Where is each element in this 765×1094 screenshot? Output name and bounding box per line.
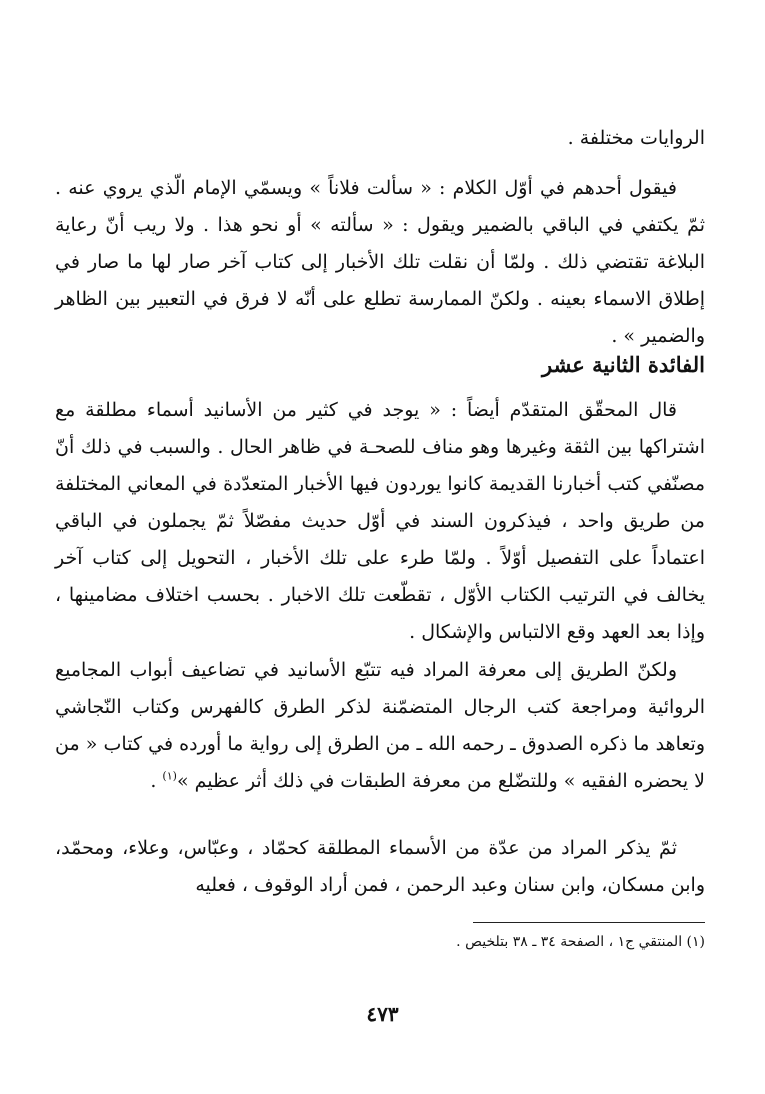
paragraph-1: فيقول أحدهم في أوّل الكلام : « سألت فلاناً » ويسمّي الإمام الّذي يروي عنه . ثمّ يكتفي في الباقي بالضمير ويقول : « سألته » أو نحو هذا . ولا ريب أنّ رعاية البلاغة تقتضي ذلك . ولمّا أن نقلت تلك الأخبار إلى كتاب آخر صار لها ما صار في إطلاق الاسماء بعينه . ولكنّ الممارسة تطلع على أنّه لا فرق في التعبير بين الظاهر والضمير » .: [55, 177, 705, 347]
footnote-divider: [473, 922, 705, 923]
paragraph-4: ثمّ يذكر المراد من عدّة من الأسماء المطلقة كحمّاد ، وعبّاس، وعلاء، ومحمّد، وابن مسكان، وابن سنان وعبد الرحمن ، فمن أراد الوقوف ، فعليه: [55, 837, 705, 896]
paragraph-2: قال المحقّق المتقدّم أيضاً : « يوجد في كثير من الأسانيد أسماء مطلقة مع اشتراكها بين الثقة وغيرها وهو مناف للصحـة في ظاهر الحال . والسبب في ذلك أنّ مصنّفي كتب أخبارنا القديمة كانوا يوردون فيها الأخبار المتعدّدة في المعاني المختلفة من طريق واحد ، فيذكرون السند في أوّل حديث مفصّلاً ثمّ يجملون في الباقي اعتماداً على التفصيل أوّلاً . ولمّا طرء على تلك الأخبار ، التحويل إلى كتاب آخر يخالف في الترتيب الكتاب الأوّل ، تقطّعت تلك الاخبار . بحسب اختلاف مضامينها ، وإذا بعد العهد وقع الالتباس والإشكال .: [55, 399, 705, 643]
footnote: (١) المنتقي ج١ ، الصفحة ٣٤ ـ ٣٨ بتلخيص .: [456, 934, 705, 950]
section-heading: الفائدة الثانية عشر: [541, 352, 705, 377]
paragraph-3: [55, 652, 705, 800]
footnote-reference: (١): [162, 769, 177, 783]
paragraph-continuation: الروايات مختلفة .: [567, 127, 705, 149]
page-number: ٤٧٣: [366, 1002, 399, 1026]
paragraph-3-end: .: [150, 770, 163, 792]
paragraph-3-text: ولكنّ الطريق إلى معرفة المراد فيه تتبّع الأسانيد في تضاعيف أبواب المجاميع الروائية ومراجعة كتب الرجال المتضمّنة لذكر الطرق كالفهرس وكتاب النّجاشي وتعاهد ما ذكره الصدوق ـ رحمه الله ـ من الطرق إلى رواية ما أورده في كتاب « من لا يحضره الفقيه » وللتضّلع من معرفة الطبقات في ذلك أثر عظيم »: [55, 659, 705, 792]
